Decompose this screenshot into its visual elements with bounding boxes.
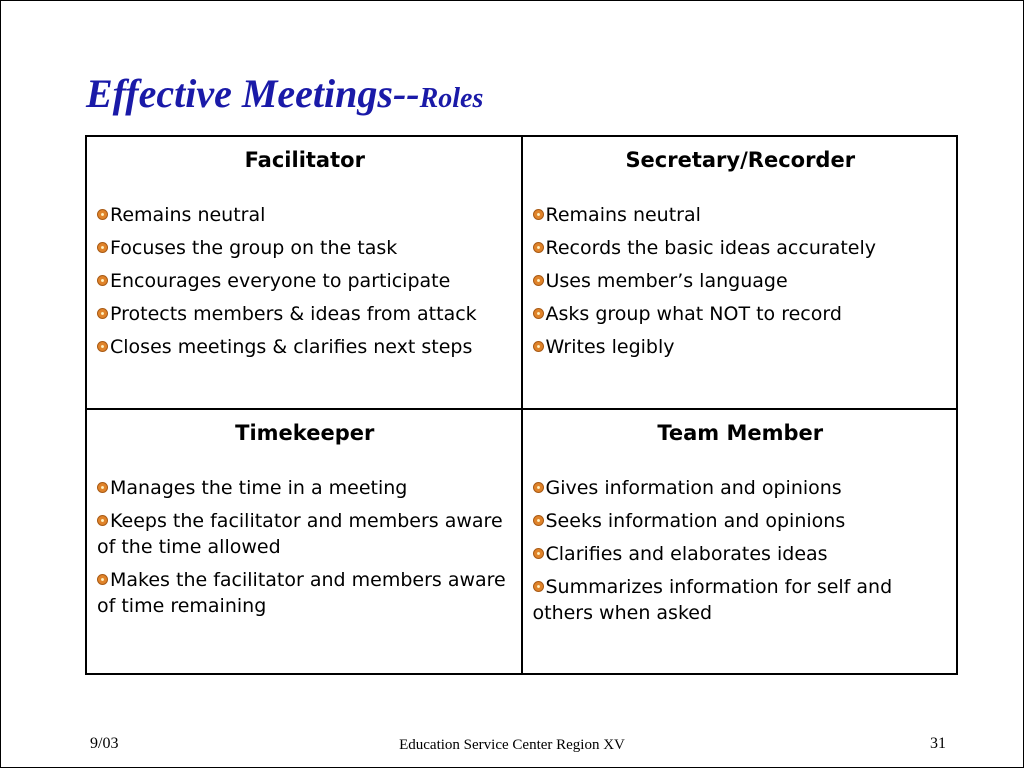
bullet-icon (97, 515, 108, 526)
bullet-icon (533, 515, 544, 526)
list-item (97, 475, 513, 501)
bullet-icon (533, 242, 544, 253)
list-item (533, 235, 949, 261)
bullet-icon (533, 308, 544, 319)
list-item-text: Closes meetings & clarifies next steps (110, 336, 473, 358)
list-item (97, 268, 513, 294)
bullet-icon (533, 548, 544, 559)
bullet-icon (97, 341, 108, 352)
bullet-icon (97, 209, 108, 220)
slide-title-main: Effective Meetings-- (86, 71, 420, 116)
role-cell-facilitator (86, 136, 522, 409)
role-heading: Timekeeper (235, 421, 375, 446)
list-item-text: Protects members & ideas from attack (110, 303, 477, 325)
list-item (533, 301, 949, 327)
bullet-icon (533, 581, 544, 592)
list-item (97, 567, 513, 619)
bullet-icon (97, 242, 108, 253)
list-item (533, 508, 949, 534)
list-item (533, 202, 949, 228)
role-cell-secretary-recorder (522, 136, 958, 409)
footer-organization: Education Service Center Region XV (399, 737, 625, 753)
role-cell-timekeeper (86, 409, 522, 674)
role-cell-team-member (522, 409, 958, 674)
bullet-icon (97, 308, 108, 319)
list-item (97, 301, 513, 327)
bullet-icon (533, 482, 544, 493)
roles-row (86, 409, 957, 674)
roles-table (85, 135, 958, 675)
list-item (97, 334, 513, 360)
footer-date: 9/03 (90, 735, 119, 752)
list-item-text: Seeks information and opinions (545, 510, 846, 533)
roles-row (86, 136, 957, 409)
list-item-text: Focuses the group on the task (110, 237, 398, 259)
bullet-icon (97, 482, 108, 493)
bullet-icon (533, 209, 544, 220)
role-heading: Facilitator (244, 148, 365, 172)
list-item-text: Summarizes information for self and others when asked (532, 576, 893, 625)
list-item (97, 202, 513, 228)
list-item (533, 334, 949, 360)
role-list (533, 475, 949, 626)
list-item (533, 574, 949, 626)
list-item-text: Uses member’s language (545, 270, 788, 292)
slide-title-sub: Roles (419, 83, 484, 114)
role-list (533, 202, 949, 360)
list-item (533, 268, 949, 294)
list-item-text: Gives information and opinions (545, 477, 842, 500)
role-heading: Secretary/Recorder (625, 148, 856, 172)
list-item (97, 508, 513, 560)
list-item-text: Clarifies and elaborates ideas (545, 543, 828, 566)
list-item-text: Encourages everyone to participate (110, 270, 451, 292)
list-item-text: Keeps the facilitator and members aware of the time allowed (97, 510, 503, 559)
list-item-text: Records the basic ideas accurately (545, 237, 876, 259)
bullet-icon (533, 275, 544, 286)
list-item-text: Makes the facilitator and members aware of time remaining (97, 569, 506, 618)
role-heading: Team Member (657, 421, 824, 446)
list-item-text: Manages the time in a meeting (110, 477, 408, 500)
list-item (533, 541, 949, 567)
page-number: 31 (930, 735, 946, 752)
list-item (97, 235, 513, 261)
list-item (533, 475, 949, 501)
bullet-icon (97, 574, 108, 585)
list-item-text: Remains neutral (110, 204, 266, 226)
role-list (97, 202, 513, 360)
role-list (97, 475, 513, 619)
bullet-icon (533, 341, 544, 352)
list-item-text: Asks group what NOT to record (545, 303, 842, 325)
list-item-text: Writes legibly (545, 336, 675, 358)
list-item-text: Remains neutral (545, 204, 701, 226)
slide-title (86, 71, 484, 116)
bullet-icon (97, 275, 108, 286)
